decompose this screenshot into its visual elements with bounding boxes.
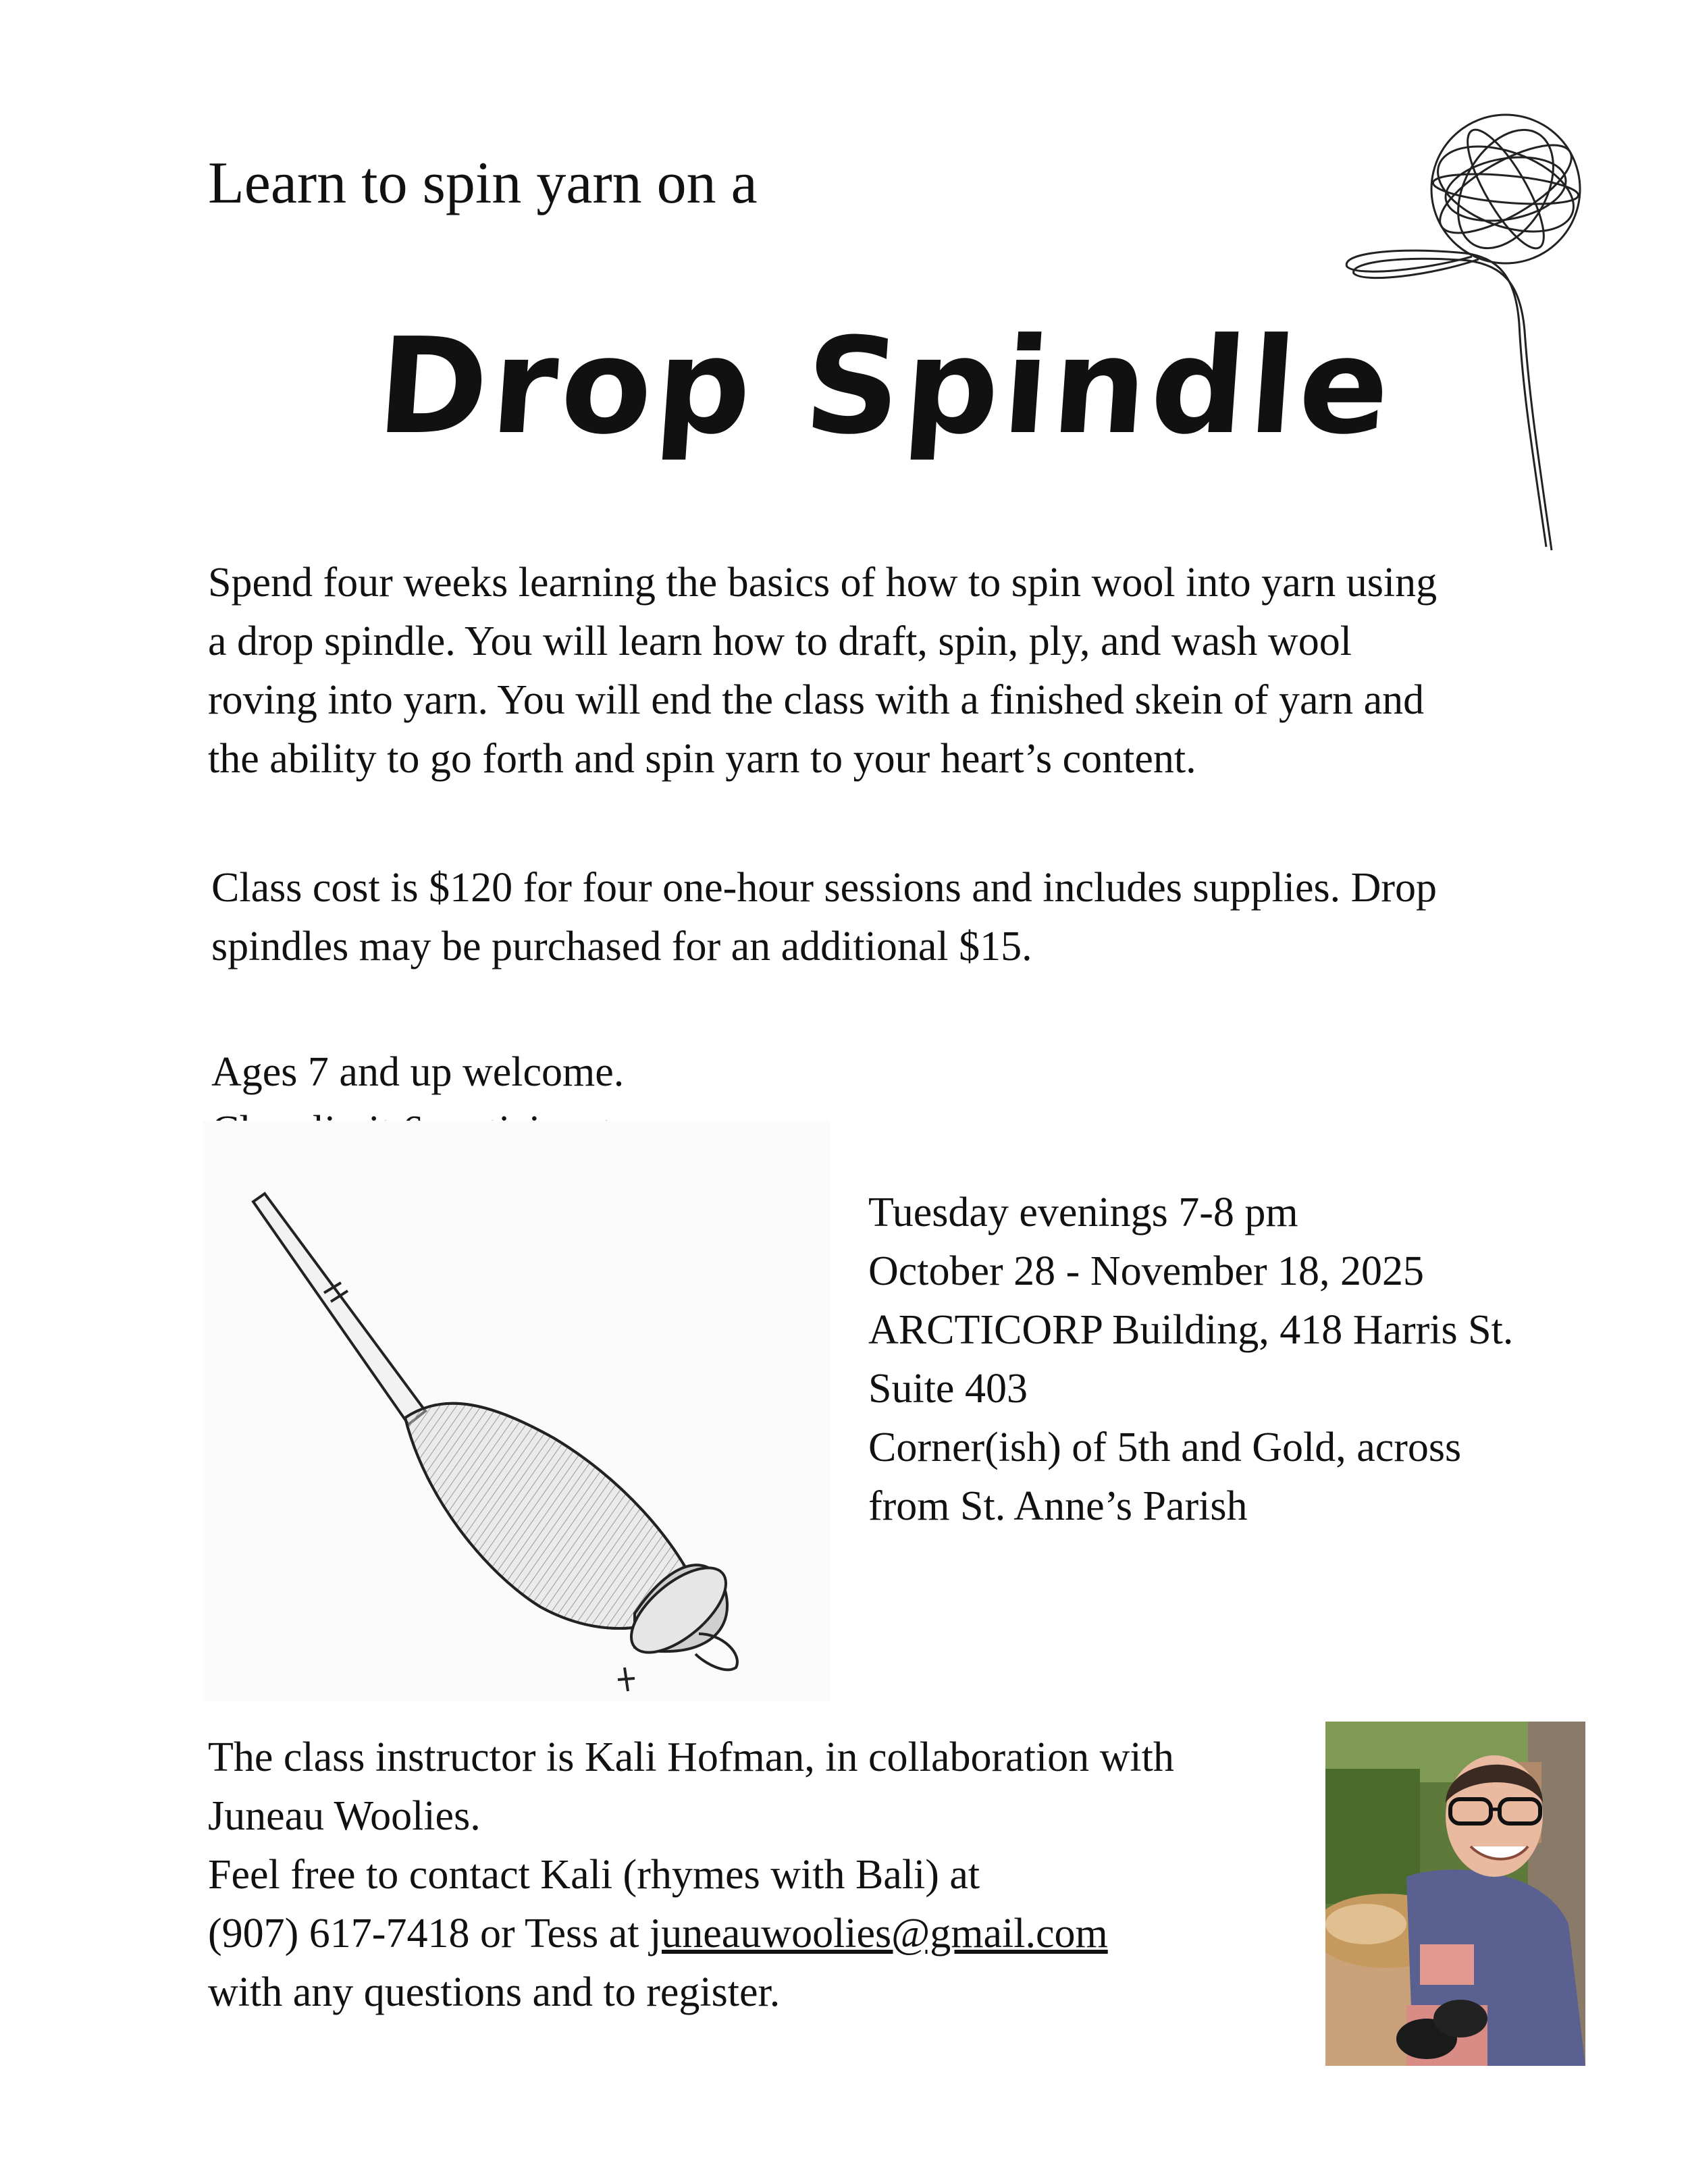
class-details [868, 1183, 1513, 1536]
contact-line: Juneau Woolies. [208, 1793, 481, 1839]
description-paragraph [208, 554, 1558, 789]
phone-text: (907) 617-7418 or Tess at [208, 1911, 650, 1956]
instructor-photo [1325, 1722, 1585, 2066]
drop-spindle-drawing [203, 1121, 830, 1701]
location-suite: Suite 403 [868, 1366, 1028, 1412]
description-line: the ability to go forth and spin yarn to your heart’s content. [208, 736, 1196, 782]
page-title: Drop Spindle [373, 310, 1399, 464]
description-line: roving into yarn. You will end the class with a finished skein of yarn and [208, 677, 1425, 723]
contact-paragraph [208, 1728, 1174, 2022]
cost-line: Class cost is $120 for four one-hour sessions and includes supplies. Drop [211, 865, 1438, 911]
contact-line [208, 1905, 1174, 1963]
location-landmark: Corner(ish) of 5th and Gold, across [868, 1424, 1462, 1470]
yarn-ball-illustration [1344, 101, 1614, 560]
location-landmark: from St. Anne’s Parish [868, 1483, 1248, 1529]
intro-heading: Learn to spin yarn on a [208, 151, 758, 216]
schedule-time: Tuesday evenings 7-8 pm [868, 1190, 1298, 1235]
description-line: a drop spindle. You will learn how to draft, spin, ply, and wash wool [208, 618, 1352, 664]
schedule-dates: October 28 - November 18, 2025 [868, 1248, 1425, 1294]
instructor-photo-drawing [1325, 1722, 1585, 2066]
drop-spindle-illustration [203, 1121, 830, 1701]
contact-line: Feel free to contact Kali (rhymes with Bali) at [208, 1852, 980, 1898]
email-link[interactable]: juneauwoolies@gmail.com [650, 1911, 1108, 1956]
contact-line: The class instructor is Kali Hofman, in collaboration with [208, 1734, 1174, 1780]
contact-line: with any questions and to register. [208, 1969, 781, 2015]
description-line: Spend four weeks learning the basics of how to spin wool into yarn using [208, 560, 1438, 606]
ages-text: Ages 7 and up welcome. [211, 1049, 625, 1095]
cost-line: spindles may be purchased for an additional $15. [211, 924, 1032, 969]
location-building: ARCTICORP Building, 418 Harris St. [868, 1307, 1514, 1353]
cost-paragraph [211, 859, 1562, 976]
